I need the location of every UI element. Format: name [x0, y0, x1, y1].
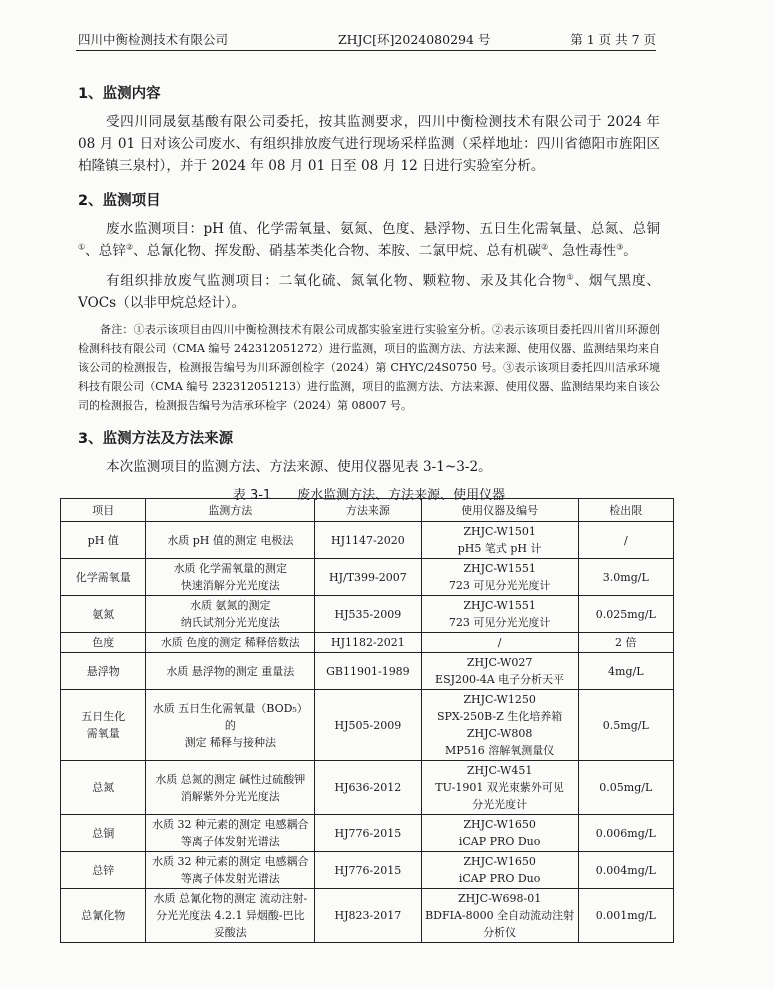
cell-method: 水质 悬浮物的测定 重量法 — [146, 653, 315, 690]
col-header-item: 项目 — [61, 499, 146, 522]
footnote-1-marker: ① — [566, 272, 575, 282]
water-items-text-b: 、总锌 — [85, 243, 126, 259]
cell-limit: 0.004mg/L — [578, 852, 673, 889]
cell-method: 水质 pH 值的测定 电极法 — [146, 522, 315, 559]
page-header — [78, 30, 656, 50]
footnote-remarks: 备注：①表示该项目由四川中衡检测技术有限公司成都实验室进行实验室分析。②表示该项目委托四川省川环源创检测科技有限公司（CMA 编号 242312051272）进行监测，项目的监测方法、方法来源、使用仪器、监测结果均来自该公司的检测报告，检测报告编号为川环源创检字（2024）第 CHYC/24S0750 号。③表示该项目委托四川洁承环境科技有限公司（CMA 编号 232312051213）进行监测，项目的监测方法、方法来源、使用仪器、监测结果均来自该公司的检测报告，检测报告编号为洁承环检字（2024）第 08007 号。 — [78, 323, 660, 412]
table-row — [61, 596, 674, 633]
table-caption: 表 3-1 废水监测方法、方法来源、使用仪器 — [232, 488, 506, 503]
table-row — [61, 852, 674, 889]
col-header-method: 监测方法 — [146, 499, 315, 522]
cell-item: 总锌 — [61, 852, 146, 889]
table-row — [61, 559, 674, 596]
cell-method: 水质 五日生化需氧量（BOD₅）的 测定 稀释与接种法 — [146, 690, 315, 761]
cell-source: HJ/T399-2007 — [315, 559, 421, 596]
cell-method: 水质 总氰化物的测定 流动注射- 分光光度法 4.2.1 异烟酸-巴比 妥酸法 — [146, 889, 315, 943]
table-row — [61, 653, 674, 690]
table-row — [61, 889, 674, 943]
header-company: 四川中衡检测技术有限公司 — [78, 32, 229, 47]
cell-method: 水质 32 种元素的测定 电感耦合 等离子体发射光谱法 — [146, 815, 315, 852]
header-divider — [76, 50, 656, 51]
cell-method: 水质 总氮的测定 碱性过硫酸钾 消解紫外分光光度法 — [146, 761, 315, 815]
col-header-limit: 检出限 — [578, 499, 673, 522]
cell-source: HJ535-2009 — [315, 596, 421, 633]
gas-items-paragraph — [78, 270, 660, 314]
cell-instrument: ZHJC-W451 TU-1901 双光束紫外可见 分光光度计 — [421, 761, 578, 815]
water-items-text-a: 废水监测项目：pH 值、化学需氧量、氨氮、色度、悬浮物、五日生化需氧量、总氮、总铜 — [106, 221, 660, 237]
cell-method: 水质 32 种元素的测定 电感耦合 等离子体发射光谱法 — [146, 852, 315, 889]
section-3-body: 本次监测项目的监测方法、方法来源、使用仪器见表 3-1~3-2。 — [106, 459, 492, 475]
table-row — [61, 522, 674, 559]
cell-instrument: ZHJC-W1650 iCAP PRO Duo — [421, 852, 578, 889]
col-header-source: 方法来源 — [315, 499, 421, 522]
cell-instrument: ZHJC-W027 ESJ200-4A 电子分析天平 — [421, 653, 578, 690]
cell-instrument: ZHJC-W1250 SPX-250B-Z 生化培养箱 ZHJC-W808 MP516 溶解氧测量仪 — [421, 690, 578, 761]
cell-instrument: ZHJC-W1650 iCAP PRO Duo — [421, 815, 578, 852]
cell-item: 总铜 — [61, 815, 146, 852]
cell-limit: / — [578, 522, 673, 559]
gas-items-text-b: 、烟气黑度、VOCs（以非甲烷总烃计）。 — [78, 273, 660, 311]
cell-item: 化学需氧量 — [61, 559, 146, 596]
cell-item: 色度 — [61, 633, 146, 653]
table-row — [61, 815, 674, 852]
cell-limit: 0.025mg/L — [578, 596, 673, 633]
header-report-number: ZHJC[环]2024080294 号 — [338, 32, 491, 47]
cell-source: HJ776-2015 — [315, 852, 421, 889]
table-header-row — [61, 499, 674, 522]
cell-limit: 0.001mg/L — [578, 889, 673, 943]
cell-limit: 0.05mg/L — [578, 761, 673, 815]
cell-source: HJ1147-2020 — [315, 522, 421, 559]
cell-instrument: ZHJC-W1551 723 可见分光光度计 — [421, 596, 578, 633]
cell-item: 总氰化物 — [61, 889, 146, 943]
water-items-text-e: 。 — [623, 243, 637, 259]
section-3-title: 3、监测方法及方法来源 — [78, 431, 234, 447]
table-row — [61, 690, 674, 761]
cell-source: HJ1182-2021 — [315, 633, 421, 653]
cell-source: GB11901-1989 — [315, 653, 421, 690]
cell-source: HJ636-2012 — [315, 761, 421, 815]
cell-limit: 3.0mg/L — [578, 559, 673, 596]
cell-method: 水质 色度的测定 稀释倍数法 — [146, 633, 315, 653]
cell-instrument: ZHJC-W1501 pH5 笔式 pH 计 — [421, 522, 578, 559]
footnote-3-marker: ③ — [616, 242, 624, 252]
wastewater-methods-table — [60, 498, 674, 943]
cell-method: 水质 氨氮的测定 纳氏试剂分光光度法 — [146, 596, 315, 633]
cell-limit: 4mg/L — [578, 653, 673, 690]
cell-item: 五日生化 需氧量 — [61, 690, 146, 761]
cell-source: HJ505-2009 — [315, 690, 421, 761]
cell-limit: 2 倍 — [578, 633, 673, 653]
section-1-title: 1、监测内容 — [78, 86, 161, 102]
cell-item: 氨氮 — [61, 596, 146, 633]
cell-item: 总氮 — [61, 761, 146, 815]
report-body — [78, 70, 660, 507]
water-items-paragraph — [78, 218, 660, 262]
table-row — [61, 633, 674, 653]
cell-limit: 0.5mg/L — [578, 690, 673, 761]
footnote-2-marker: ② — [125, 242, 134, 252]
cell-item: pH 值 — [61, 522, 146, 559]
gas-items-text-a: 有组织排放废气监测项目：二氧化硫、氮氧化物、颗粒物、汞及其化合物 — [106, 273, 567, 289]
cell-limit: 0.006mg/L — [578, 815, 673, 852]
table-row — [61, 761, 674, 815]
water-items-text-c: 、总氰化物、挥发酚、硝基苯类化合物、苯胺、二氯甲烷、总有机碳 — [133, 243, 541, 259]
cell-instrument: ZHJC-W698-01 BDFIA-8000 全自动流动注射 分析仪 — [421, 889, 578, 943]
cell-item: 悬浮物 — [61, 653, 146, 690]
footnote-1-marker: ① — [78, 242, 86, 252]
cell-instrument: / — [421, 633, 578, 653]
cell-instrument: ZHJC-W1551 723 可见分光光度计 — [421, 559, 578, 596]
section-1-body: 受四川同晟氨基酸有限公司委托，按其监测要求，四川中衡检测技术有限公司于 2024 年 08 月 01 日对该公司废水、有组织排放废气进行现场采样监测（采样地址：四川省德阳市旌阳区柏隆镇三泉村），并于 2024 年 08 月 01 日至 08 月 12 日进行实验室分析。 — [78, 114, 660, 174]
cell-method: 水质 化学需氧量的测定 快速消解分光光度法 — [146, 559, 315, 596]
footnote-2-marker: ② — [540, 242, 549, 252]
col-header-instrument: 使用仪器及编号 — [421, 499, 578, 522]
cell-source: HJ776-2015 — [315, 815, 421, 852]
cell-source: HJ823-2017 — [315, 889, 421, 943]
water-items-text-d: 、急性毒性 — [548, 243, 617, 259]
header-page-number: 第 1 页 共 7 页 — [570, 32, 656, 47]
section-2-title: 2、监测项目 — [78, 193, 161, 209]
